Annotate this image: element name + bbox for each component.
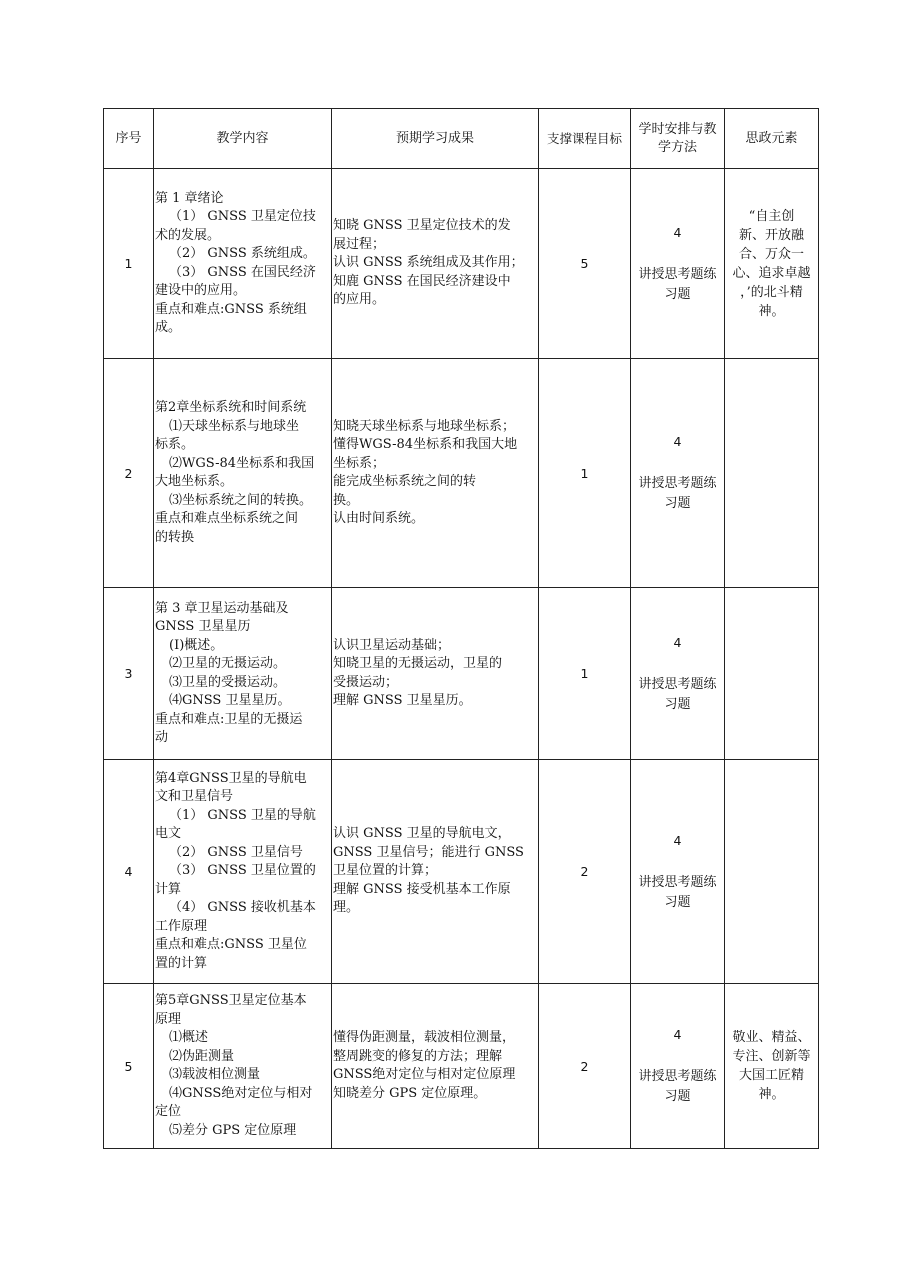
table-row (104, 984, 819, 1149)
ideology-line: 神。 (758, 303, 785, 319)
content-line: 工作原理 (155, 918, 208, 934)
row-seq: 5 (104, 984, 154, 1149)
content-line: 置的计算 (155, 955, 208, 971)
ideology-line: ，’的北斗精 (740, 284, 803, 300)
ideology-line: 专注、创新等 (732, 1049, 811, 1064)
outcome-line: 的应用。 (333, 292, 386, 308)
row-ideology (725, 588, 819, 760)
row-goal: 2 (539, 984, 631, 1149)
content-line: 电文 (155, 826, 182, 842)
content-line: 建设中的应用。 (155, 283, 247, 298)
outcome-line: 展过程； (333, 236, 386, 252)
row-seq: 4 (104, 760, 154, 984)
content-line: 术的发展。 (155, 227, 221, 243)
outcome-line: 认由时间系统。 (333, 511, 425, 526)
content-line: GNSS 卫星星历 (155, 619, 251, 634)
content-line: ⑶载波相位测量 (169, 1067, 261, 1082)
hours-value: 4 (673, 634, 682, 650)
content-line: （1） GNSS 卫星的导航 (169, 807, 316, 823)
row-goal: 5 (539, 169, 631, 359)
row-outcome (332, 588, 539, 760)
row-content (154, 359, 332, 588)
content-line: 大地坐标系。 (155, 474, 234, 489)
content-line: 第2章坐标系统和时间系统 (155, 400, 307, 415)
outcome-line: 理解 GNSS 卫星星历。 (333, 693, 472, 708)
row-method (631, 169, 725, 359)
ideology-line: 合、万众一 (738, 246, 804, 262)
row-seq: 3 (104, 588, 154, 760)
content-line: ⑵伪距测量 (169, 1048, 235, 1064)
outcome-line: 认识 GNSS 卫星的导航电文， (333, 826, 511, 842)
content-line: ⑷GNSS 卫星星历。 (169, 693, 291, 708)
content-line: 第4章GNSS卫星的导航电 (155, 770, 307, 786)
outcome-line: 能完成坐标系统之间的转 (333, 474, 477, 489)
ideology-line: “自主创 (748, 208, 795, 224)
content-line: ⑸差分 GPS 定位原理 (169, 1122, 297, 1138)
method-line: 习题 (664, 496, 691, 511)
content-line: ⑵卫星的无摄运动。 (169, 656, 287, 671)
row-ideology (725, 169, 819, 359)
row-ideology (725, 984, 819, 1149)
content-line: （2） GNSS 系统组成。 (169, 246, 316, 261)
outcome-line: 认识 GNSS 系统组成及其作用； (333, 255, 524, 271)
method-line: 习题 (664, 894, 691, 910)
content-line: 第 3 章卫星运动基础及 (155, 600, 289, 616)
content-line: （1） GNSS 卫星定位技 (169, 209, 316, 224)
hours-value: 4 (673, 832, 682, 848)
header-method-line2: 学方法 (657, 139, 697, 155)
row-method (631, 760, 725, 984)
outcome-line: 受摄运动； (333, 674, 399, 690)
outcome-line: GNSS绝对定位与相对定位原理 (333, 1067, 516, 1082)
row-content (154, 760, 332, 984)
row-content (154, 588, 332, 760)
outcome-line: 换。 (333, 492, 360, 508)
outcome-line: 理解 GNSS 接受机基本工作原 (333, 881, 511, 897)
hours-value: 4 (673, 434, 682, 449)
content-line: ⑴概述 (169, 1030, 209, 1045)
row-method (631, 984, 725, 1149)
content-line: 成。 (155, 320, 182, 335)
content-line: ⑶卫星的受摄运动。 (169, 674, 287, 690)
outcome-line: 认识卫星运动基础； (333, 637, 451, 653)
ideology-line: 敬业、精益、 (732, 1030, 811, 1045)
content-line: 文和卫星信号 (155, 789, 234, 805)
outcome-line: 知晓卫星的无摄运动，卫星的 (333, 656, 503, 671)
row-content (154, 169, 332, 359)
hours-value: 4 (673, 1027, 682, 1042)
outcome-line: 知晓天球坐标系与地球坐标系； (333, 418, 516, 434)
row-ideology (725, 760, 819, 984)
outcome-line: 知鹿 GNSS 在国民经济建设中 (333, 273, 511, 289)
row-seq: 1 (104, 169, 154, 359)
header-method (631, 109, 725, 169)
content-line: （3） GNSS 在国民经济 (169, 264, 316, 280)
content-line: （4） GNSS 接收机基本 (169, 900, 316, 916)
row-outcome (332, 760, 539, 984)
content-line: ⑴天球坐标系与地球坐 (169, 418, 300, 434)
header-goal: 支撑课程目标 (539, 109, 631, 169)
outcome-line: 懂得伪距测量，载波相位测量， (333, 1030, 516, 1045)
content-line: （2） GNSS 卫星信号 (169, 844, 303, 860)
outcome-line: GNSS 卫星信号；能进行 GNSS (333, 844, 524, 860)
outcome-line: 懂得WGS-84坐标系和我国大地 (333, 437, 518, 452)
method-line: 讲授思考题练 (638, 476, 717, 491)
method-line: 习题 (664, 1089, 691, 1104)
content-line: ⑵WGS-84坐标系和我国 (169, 455, 315, 471)
content-line: 计算 (155, 881, 182, 897)
header-ideology: 思政元素 (725, 109, 819, 169)
method-line: 讲授思考题练 (638, 1069, 717, 1084)
ideology-line: 神。 (758, 1087, 785, 1102)
method-line: 讲授思考题练 (638, 676, 717, 692)
outcome-line: 理。 (333, 900, 360, 916)
table-row (104, 760, 819, 984)
row-outcome (332, 359, 539, 588)
content-line: 重点和难点坐标系统之间 (155, 511, 299, 526)
table-row (104, 588, 819, 760)
outcome-line: 知晓 GNSS 卫星定位技术的发 (333, 218, 511, 234)
row-content (154, 984, 332, 1149)
syllabus-table (103, 108, 819, 1149)
row-method (631, 588, 725, 760)
row-ideology (725, 359, 819, 588)
table-row (104, 169, 819, 359)
method-line: 习题 (664, 286, 691, 302)
row-goal: 1 (539, 359, 631, 588)
content-line: 定位 (155, 1104, 182, 1119)
content-line: （3） GNSS 卫星位置的 (169, 863, 316, 879)
outcome-line: 知晓差分 GPS 定位原理。 (333, 1085, 487, 1101)
row-goal: 1 (539, 588, 631, 760)
content-line: 动 (155, 730, 169, 745)
content-line: 原理 (155, 1011, 182, 1027)
header-row (104, 109, 819, 169)
content-line: 标系。 (155, 437, 195, 452)
content-line: 重点和难点:卫星的无摄运 (155, 711, 303, 727)
content-line: 重点和难点:GNSS 卫星位 (155, 937, 307, 953)
header-outcome: 预期学习成果 (332, 109, 539, 169)
content-line: 的转换 (155, 529, 195, 545)
method-line: 习题 (664, 696, 691, 712)
header-content: 教学内容 (154, 109, 332, 169)
outcome-line: 坐标系； (333, 455, 386, 471)
content-line: ⑶坐标系统之间的转换。 (169, 492, 313, 508)
row-seq: 2 (104, 359, 154, 588)
content-line: 重点和难点:GNSS 系统组 (155, 301, 307, 317)
table-row (104, 359, 819, 588)
header-seq: 序号 (104, 109, 154, 169)
content-line: 第5章GNSS卫星定位基本 (155, 993, 307, 1008)
ideology-line: 新、开放融 (738, 227, 804, 243)
header-method-line1: 学时安排与教 (638, 121, 717, 137)
row-outcome (332, 984, 539, 1149)
ideology-line: 心、追求卓越 (732, 265, 811, 281)
row-outcome (332, 169, 539, 359)
row-goal: 2 (539, 760, 631, 984)
method-line: 讲授思考题练 (638, 266, 717, 282)
outcome-line: 整周跳变的修复的方法；理解 (333, 1048, 503, 1064)
outcome-line: 卫星位置的计算； (333, 863, 438, 879)
ideology-line: 大国工匠精 (738, 1068, 804, 1083)
content-line: (I)概述。 (169, 637, 224, 653)
content-line: 第 1 章绪论 (155, 190, 224, 206)
row-method (631, 359, 725, 588)
method-line: 讲授思考题练 (638, 874, 717, 890)
hours-value: 4 (673, 224, 682, 240)
content-line: ⑷GNSS绝对定位与相对 (169, 1085, 313, 1101)
